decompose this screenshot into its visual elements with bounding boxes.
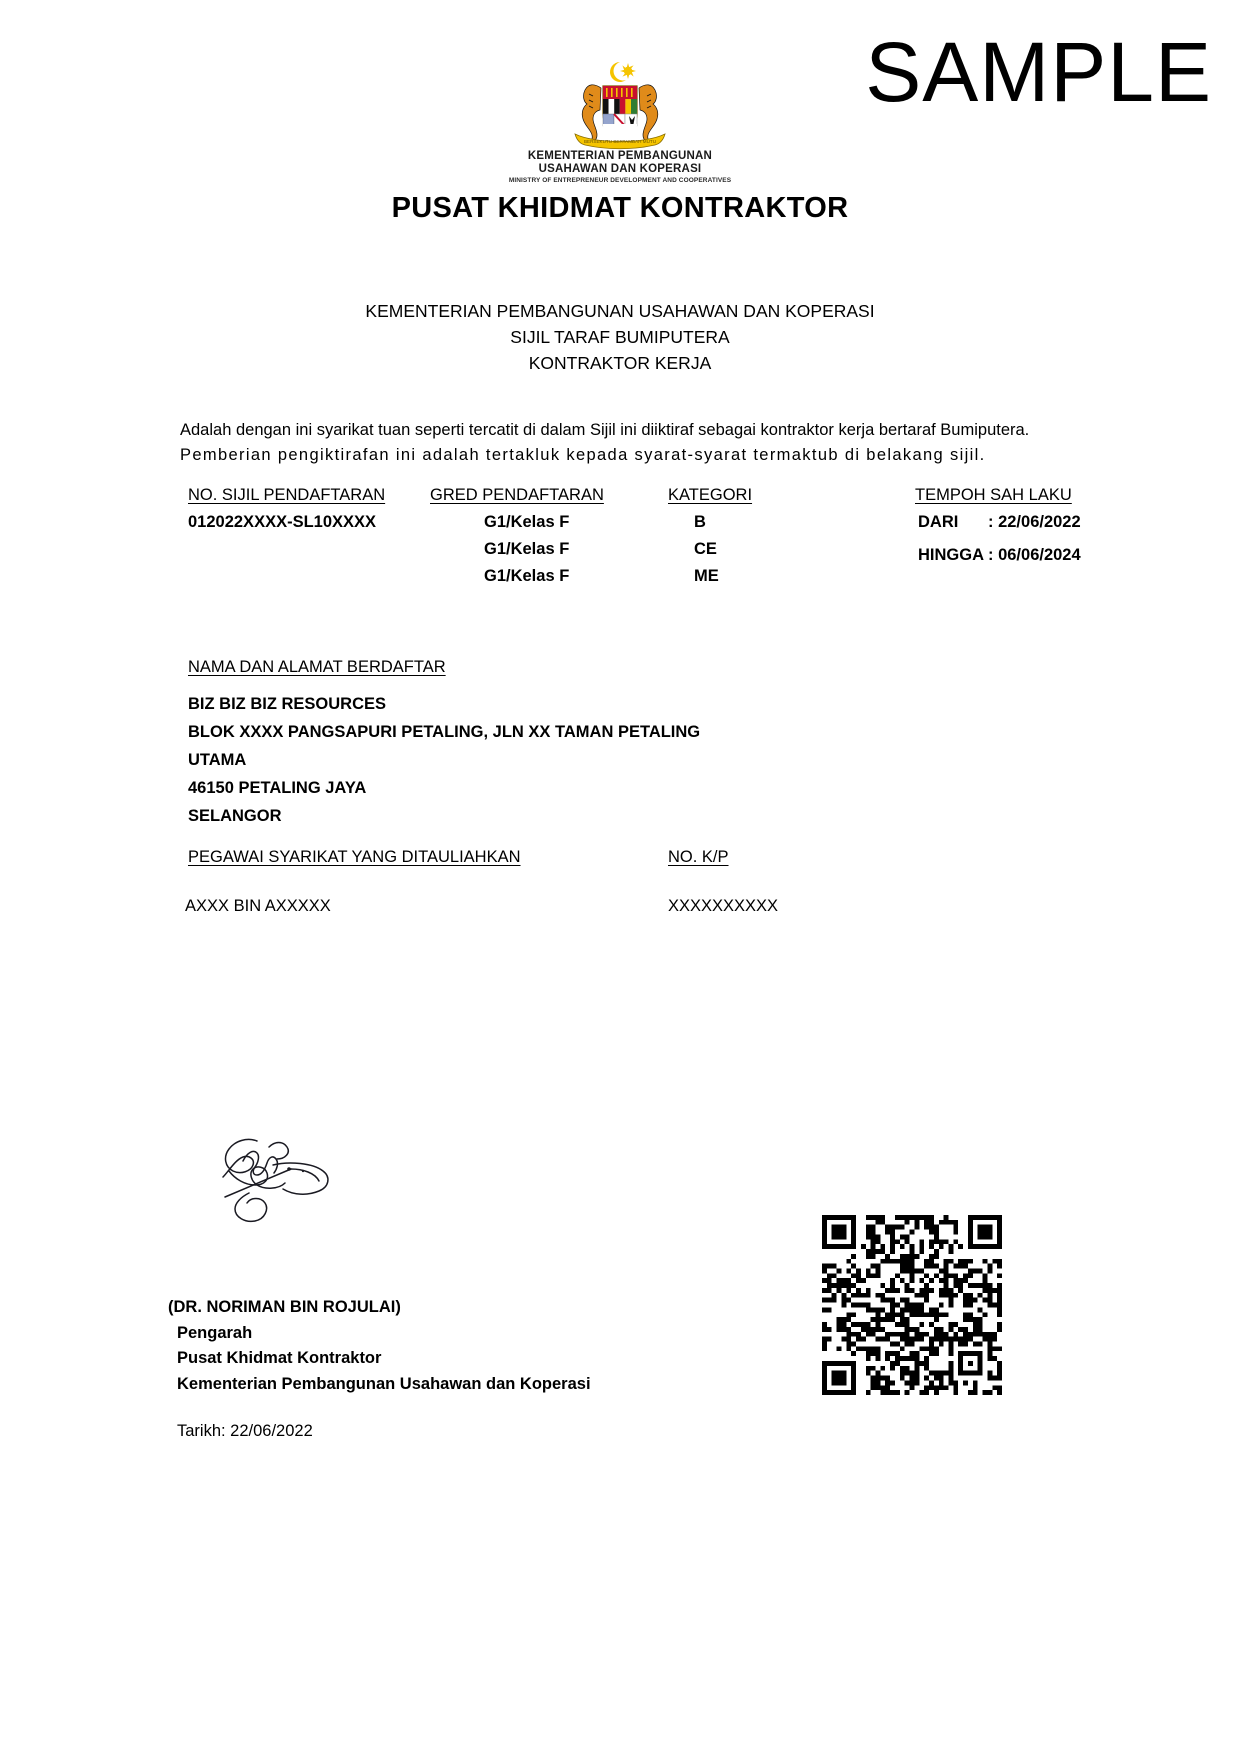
page-title: PUSAT KHIDMAT KONTRAKTOR (391, 192, 849, 224)
intro-paragraph (180, 418, 1064, 468)
table-row (0, 567, 1240, 594)
heading-line-sijil: SIJIL TARAF BUMIPUTERA (510, 327, 730, 347)
intro-line-1: Adalah dengan ini syarikat tuan seperti tercatit di dalam Sijil ini diiktiraf sebagai kontraktor kerja bertaraf Bumiputera. (180, 421, 1030, 439)
column-header-gred: GRED PENDAFTARAN (430, 486, 604, 504)
kp-section-label: NO. K/P (668, 848, 729, 866)
address-block (188, 690, 700, 830)
address-line: BIZ BIZ BIZ RESOURCES (188, 695, 387, 713)
signoff-name: (DR. NORIMAN BIN ROJULAI) (168, 1298, 401, 1316)
qr-code[interactable] (822, 1215, 1002, 1395)
malaysia-coat-of-arms-icon (545, 52, 695, 150)
heading-line-kontraktor: KONTRAKTOR KERJA (528, 353, 712, 373)
ministry-name-english: MINISTRY OF ENTREPRENEUR DEVELOPMENT AND COOPERATIVES (508, 177, 732, 184)
column-header-kategori: KATEGORI (668, 486, 753, 504)
cell-kategori: B (694, 513, 706, 531)
certificate-heading (0, 298, 1240, 376)
signoff-date: Tarikh: 22/06/2022 (177, 1422, 313, 1440)
intro-line-2: Pemberian pengiktirafan ini adalah tertakluk kepada syarat-syarat termaktub di belakang sijil. (180, 446, 986, 464)
cell-gred: G1/Kelas F (484, 513, 570, 531)
validity-from-value: : 22/06/2022 (988, 513, 1081, 531)
registration-table (0, 486, 1240, 594)
qr-code-icon (822, 1215, 1002, 1395)
ministry-logo-block (0, 52, 1240, 185)
heading-line-ministry: KEMENTERIAN PEMBANGUNAN USAHAWAN DAN KOPERASI (365, 301, 875, 321)
cell-gred: G1/Kelas F (484, 540, 570, 558)
cell-no-sijil: 012022XXXX-SL10XXXX (188, 513, 377, 531)
officer-kp-number: XXXXXXXXXX (668, 897, 779, 915)
officer-name: AXXX BIN AXXXXX (185, 897, 331, 915)
validity-from (918, 513, 1081, 532)
table-row (0, 540, 1240, 567)
cell-gred: G1/Kelas F (484, 567, 570, 585)
signoff-department: Pusat Khidmat Kontraktor (177, 1349, 382, 1367)
column-header-no-sijil: NO. SIJIL PENDAFTARAN (188, 486, 386, 504)
signoff-block (168, 1295, 591, 1397)
validity-from-label: DARI (918, 513, 959, 531)
director-signature-icon (195, 1135, 375, 1245)
address-section-label: NAMA DAN ALAMAT BERDAFTAR (188, 658, 446, 676)
validity-to-value: : 06/06/2024 (988, 546, 1081, 564)
column-header-tempoh: TEMPOH SAH LAKU (915, 486, 1072, 504)
ministry-name-line2: USAHAWAN DAN KOPERASI (538, 162, 702, 175)
sample-watermark: SAMPLE (865, 25, 1212, 119)
officer-section-label: PEGAWAI SYARIKAT YANG DITAULIAHKAN (188, 848, 521, 866)
validity-to-label: HINGGA (918, 546, 984, 564)
address-line: UTAMA (188, 751, 247, 769)
signoff-position: Pengarah (177, 1323, 253, 1342)
registration-table-header (0, 486, 1240, 513)
ministry-name-line1: KEMENTERIAN PEMBANGUNAN (527, 150, 713, 162)
cell-kategori: CE (694, 540, 717, 558)
address-line: BLOK XXXX PANGSAPURI PETALING, JLN XX TAMAN PETALING (188, 723, 701, 741)
address-line: 46150 PETALING JAYA (188, 779, 367, 797)
address-line: SELANGOR (188, 807, 282, 825)
signoff-ministry: Kementerian Pembangunan Usahawan dan Koperasi (177, 1374, 591, 1393)
cell-kategori: ME (694, 567, 719, 585)
svg-text:BERSEKUTU BERTAMBAH MUTU: BERSEKUTU BERTAMBAH MUTU (583, 139, 657, 144)
